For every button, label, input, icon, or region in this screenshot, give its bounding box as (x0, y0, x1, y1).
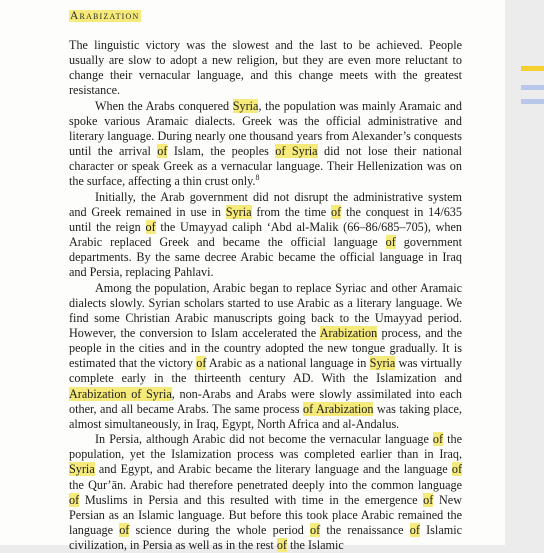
text-run: Islam, the peoples (167, 144, 276, 159)
text-run: the Qur’ān. Arabic had therefore penetrated deeply into the common language (69, 477, 462, 492)
text-run: government departments. By the same decree Arabic became the official language in Iraq and Persia, replacing Pahlavi. (69, 235, 462, 280)
highlighted-text: of (385, 235, 396, 250)
text-run: the population, yet the Islamization process was completed earlier than in Iraq, (69, 432, 462, 462)
text-run: the Umayyad caliph ‘Abd al-Malik (66–86/685–705), when Arabic replaced Greek and became the official language (69, 219, 463, 250)
highlighted-text: of (331, 204, 342, 219)
highlighted-text: Syria (225, 204, 252, 219)
text-run: , non-Arabs and Arabs were slowly assimilated into each other, and all became Arabs. The same process (69, 386, 462, 416)
text-run: Among the population, Arabic began to replace Syriac and other Aramaic dialects slowly. Syrian scholars started to use Arabic as a literary language. We find some Christian Arabic manuscripts going back to the Umayyad period. However, the conversion to Islam accelerated the (69, 280, 462, 340)
highlighted-text: of (69, 492, 80, 507)
highlighted-text: of (451, 462, 462, 477)
text-run: was virtually complete early in the thirteenth century AD. With the Islamization and (69, 356, 463, 386)
text-run: , the population was mainly Aramaic and spoke various Aramaic dialects. Greek was the official administrative and literary language. During nearly one thousand years from Alexander’s conquests until the arrival (69, 98, 462, 159)
text-run: Muslims in Persia and this resulted with time in the emergence (79, 492, 424, 507)
text-run: did not lose their national character or speak Greek as a vernacular language. Their Hellenization was on the surface, affecting a thin crust only. (69, 144, 462, 189)
highlighted-text: of (157, 144, 168, 159)
section-heading: Arabization (70, 10, 140, 22)
highlighted-text: Arabization of Syria (69, 386, 172, 401)
highlighted-text: Syria (69, 462, 95, 477)
text-run: from the time (251, 204, 332, 219)
body-text (69, 38, 462, 553)
text-run: When the Arabs conquered (95, 98, 233, 113)
highlighted-text: of (409, 523, 420, 537)
highlighted-text: Syria (369, 356, 396, 371)
highlighted-text: of (432, 432, 444, 447)
paragraph (69, 99, 462, 190)
highlighted-text: of (423, 492, 434, 507)
text-run: process, and the people in the cities and in the country adopted the new tongue gradually. It is estimated that the victory (69, 325, 462, 371)
highlighted-text: of Syria (275, 144, 318, 159)
footnote-ref: 8 (255, 173, 260, 183)
text-run: New Persian as an Islamic language. But before this took place Arabic remained the language (69, 492, 463, 537)
highlighted-text: Syria (232, 98, 259, 113)
text-run: the conquest in 14/635 until the reign (69, 204, 462, 234)
text-run: Arabic as a national language in (206, 356, 370, 371)
annotation-marker[interactable] (521, 99, 544, 104)
paragraph (69, 190, 462, 281)
highlight-marker[interactable] (521, 66, 544, 71)
highlighted-text: Arabization (319, 325, 378, 340)
text-run: Initially, the Arab government did not disrupt the administrative system and Greek remained in use in (69, 189, 462, 219)
text-run: the Islamic (286, 538, 344, 553)
highlighted-text: of (145, 219, 156, 234)
paragraph (69, 432, 462, 553)
text-run: and Egypt, and Arabic became the literary language and the language (94, 462, 452, 477)
paragraph (69, 281, 462, 433)
text-run: science during the whole period (129, 523, 310, 537)
text-run: The linguistic victory was the slowest and the last to be achieved. People usually are slow to adopt a new religion, but they are even more reluctant to change their vernacular language, and this change meets with the greatest resistance. (69, 38, 462, 98)
paragraph (69, 38, 462, 99)
text-run: the renaissance (320, 523, 410, 537)
text-run: was taking place, almost simultaneously, in Iraq, Egypt, North Africa and al-Andalus. (69, 401, 463, 431)
highlighted-text: of (196, 356, 207, 371)
highlighted-text: of (309, 523, 321, 537)
highlighted-text: of (119, 523, 130, 537)
text-run: Islamic civilization, in Persia as well as in the rest (69, 523, 463, 553)
annotation-marker[interactable] (521, 85, 544, 90)
highlighted-text: of Arabization (303, 401, 374, 416)
text-run: In Persia, although Arabic did not become the vernacular language (95, 432, 433, 447)
highlighted-text: of (276, 538, 287, 553)
